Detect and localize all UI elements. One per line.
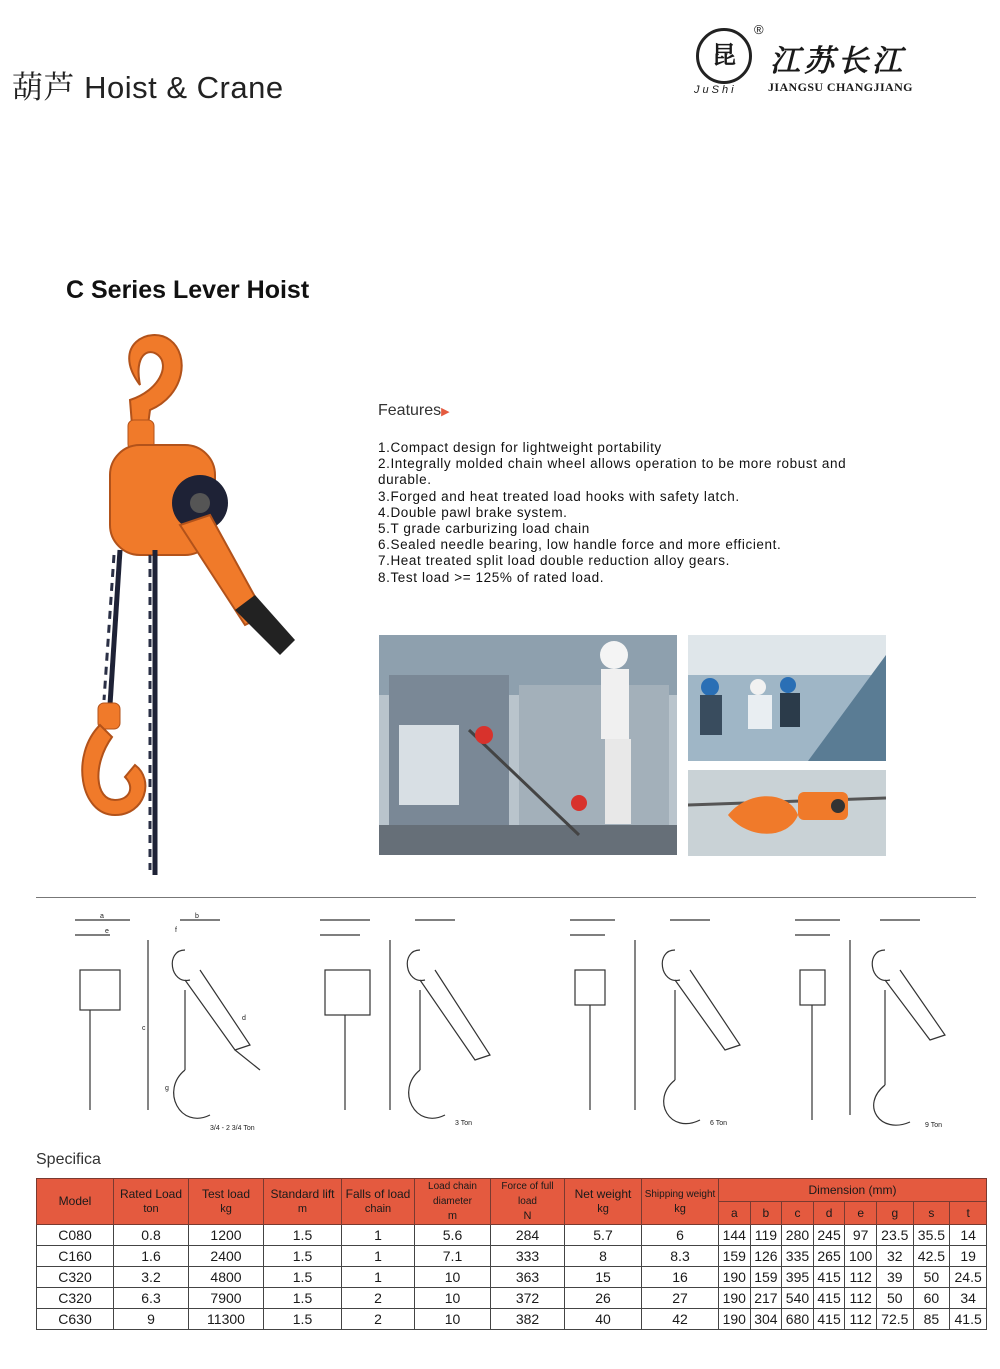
table-cell: 8 bbox=[565, 1246, 642, 1267]
table-cell: 6.3 bbox=[114, 1288, 189, 1309]
table-cell: 9 bbox=[114, 1309, 189, 1330]
table-cell: 190 bbox=[719, 1309, 751, 1330]
table-cell: 15 bbox=[565, 1267, 642, 1288]
table-row bbox=[37, 1288, 987, 1309]
table-cell: 50 bbox=[876, 1288, 913, 1309]
table-cell: 19 bbox=[950, 1246, 987, 1267]
table-cell: 395 bbox=[782, 1267, 814, 1288]
table-cell: 39 bbox=[876, 1267, 913, 1288]
dimension-label: b bbox=[195, 913, 199, 920]
table-cell: 5.6 bbox=[415, 1225, 491, 1246]
table-cell: 265 bbox=[813, 1246, 845, 1267]
table-cell: 335 bbox=[782, 1246, 814, 1267]
diagram-caption: 3/4 - 2 3/4 Ton bbox=[210, 1125, 255, 1132]
header-dim-b: b bbox=[750, 1202, 782, 1225]
product-title: C Series Lever Hoist bbox=[66, 276, 310, 304]
table-cell: 159 bbox=[719, 1246, 751, 1267]
registered-mark: ® bbox=[754, 22, 764, 37]
table-cell: 27 bbox=[642, 1288, 719, 1309]
header-test-load: Test load kg bbox=[189, 1179, 264, 1225]
table-cell: 304 bbox=[750, 1309, 782, 1330]
dimension-label: c bbox=[142, 1025, 146, 1032]
header-standard-lift: Standard lift m bbox=[264, 1179, 342, 1225]
header-chain-diameter: Load chain diameter m bbox=[415, 1179, 491, 1225]
table-cell: 35.5 bbox=[913, 1225, 950, 1246]
table-cell: 540 bbox=[782, 1288, 814, 1309]
feature-item: 5.T grade carburizing load chain bbox=[378, 521, 590, 537]
dimension-label: e bbox=[105, 928, 109, 935]
header-dim-d: d bbox=[813, 1202, 845, 1225]
table-cell: 1.5 bbox=[264, 1246, 342, 1267]
table-cell: 1 bbox=[342, 1267, 415, 1288]
table-cell: 41.5 bbox=[950, 1309, 987, 1330]
table-cell: 119 bbox=[750, 1225, 782, 1246]
table-cell: 72.5 bbox=[876, 1309, 913, 1330]
table-cell: 159 bbox=[750, 1267, 782, 1288]
table-cell: 7.1 bbox=[415, 1246, 491, 1267]
application-photo-hoist-closeup bbox=[688, 770, 886, 856]
table-cell: 24.5 bbox=[950, 1267, 987, 1288]
section-divider bbox=[36, 897, 976, 898]
table-cell: 382 bbox=[491, 1309, 565, 1330]
table-cell: 23.5 bbox=[876, 1225, 913, 1246]
table-cell: 40 bbox=[565, 1309, 642, 1330]
table-cell: 112 bbox=[845, 1309, 877, 1330]
table-cell: 8.3 bbox=[642, 1246, 719, 1267]
header-dimension: Dimension (mm) bbox=[719, 1179, 987, 1202]
table-header-row bbox=[37, 1179, 987, 1202]
feature-item: 6.Sealed needle bearing, low handle force and more efficient. bbox=[378, 537, 782, 553]
table-row bbox=[37, 1246, 987, 1267]
diagram-caption: 3 Ton bbox=[455, 1120, 472, 1127]
table-cell: C320 bbox=[37, 1267, 114, 1288]
table-cell: 42 bbox=[642, 1309, 719, 1330]
table-cell: 2400 bbox=[189, 1246, 264, 1267]
table-cell: 372 bbox=[491, 1288, 565, 1309]
dimension-label: d bbox=[242, 1015, 246, 1022]
table-cell: 10 bbox=[415, 1309, 491, 1330]
table-cell: 6 bbox=[642, 1225, 719, 1246]
feature-item: 1.Compact design for lightweight portability bbox=[378, 440, 662, 455]
table-cell: 32 bbox=[876, 1246, 913, 1267]
table-cell: 245 bbox=[813, 1225, 845, 1246]
table-cell: 1 bbox=[342, 1246, 415, 1267]
header-dim-e: e bbox=[845, 1202, 877, 1225]
table-cell: 112 bbox=[845, 1267, 877, 1288]
brand-logo bbox=[690, 22, 950, 102]
feature-item: 7.Heat treated split load double reduction alloy gears. bbox=[378, 553, 730, 569]
feature-item: 3.Forged and heat treated load hooks with safety latch. bbox=[378, 488, 740, 504]
table-cell: C160 bbox=[37, 1246, 114, 1267]
table-cell: 85 bbox=[913, 1309, 950, 1330]
table-cell: 190 bbox=[719, 1288, 751, 1309]
table-cell: 100 bbox=[845, 1246, 877, 1267]
header-net-weight: Net weight kg bbox=[565, 1179, 642, 1225]
table-cell: 363 bbox=[491, 1267, 565, 1288]
features-title-text: Features bbox=[378, 402, 442, 419]
table-cell: 415 bbox=[813, 1288, 845, 1309]
table-cell: 2 bbox=[342, 1288, 415, 1309]
table-cell: 50 bbox=[913, 1267, 950, 1288]
table-cell: 1.5 bbox=[264, 1225, 342, 1246]
table-cell: 34 bbox=[950, 1288, 987, 1309]
header-dim-g: g bbox=[876, 1202, 913, 1225]
table-cell: 415 bbox=[813, 1267, 845, 1288]
feature-item: 8.Test load >= 125% of rated load. bbox=[378, 569, 605, 585]
table-cell: 26 bbox=[565, 1288, 642, 1309]
table-cell: 333 bbox=[491, 1246, 565, 1267]
table-cell: 112 bbox=[845, 1288, 877, 1309]
table-cell: 415 bbox=[813, 1309, 845, 1330]
table-cell: 60 bbox=[913, 1288, 950, 1309]
dimension-label: g bbox=[165, 1085, 169, 1092]
diagram-caption: 6 Ton bbox=[710, 1120, 727, 1127]
features-title bbox=[378, 402, 450, 420]
specifications-table-body bbox=[37, 1225, 987, 1330]
table-row bbox=[37, 1225, 987, 1246]
table-cell: 10 bbox=[415, 1267, 491, 1288]
table-cell: 3.2 bbox=[114, 1267, 189, 1288]
table-cell: 284 bbox=[491, 1225, 565, 1246]
application-photo-factory bbox=[379, 635, 677, 855]
section-title: 葫芦 Hoist & Crane bbox=[12, 70, 284, 105]
table-cell: 190 bbox=[719, 1267, 751, 1288]
lever-hoist-image bbox=[70, 325, 300, 885]
feature-item: 2.Integrally molded chain wheel allows operation to be more robust and durable. bbox=[378, 456, 847, 488]
table-cell: 1.6 bbox=[114, 1246, 189, 1267]
dimension-label: f bbox=[175, 927, 177, 934]
table-cell: 1.5 bbox=[264, 1309, 342, 1330]
header-force: Force of full load N bbox=[491, 1179, 565, 1225]
dimension-label: a bbox=[100, 913, 104, 920]
header-model: Model bbox=[37, 1179, 114, 1225]
table-cell: 1 bbox=[342, 1225, 415, 1246]
table-cell: 7900 bbox=[189, 1288, 264, 1309]
table-cell: 97 bbox=[845, 1225, 877, 1246]
table-cell: 42.5 bbox=[913, 1246, 950, 1267]
header-dim-t: t bbox=[950, 1202, 987, 1225]
header-dim-a: a bbox=[719, 1202, 751, 1225]
header-dim-s: s bbox=[913, 1202, 950, 1225]
table-cell: 144 bbox=[719, 1225, 751, 1246]
table-cell: C320 bbox=[37, 1288, 114, 1309]
dimension-diagrams bbox=[60, 910, 980, 1140]
table-cell: 217 bbox=[750, 1288, 782, 1309]
table-cell: 1.5 bbox=[264, 1267, 342, 1288]
header-shipping-weight: Shipping weight kg bbox=[642, 1179, 719, 1225]
header-rated-load: Rated Load ton bbox=[114, 1179, 189, 1225]
brand-name-en: JIANGSU CHANGJIANG bbox=[768, 80, 913, 94]
header-falls-of-load: Falls of load chain bbox=[342, 1179, 415, 1225]
features-list bbox=[378, 440, 888, 586]
table-cell: 16 bbox=[642, 1267, 719, 1288]
table-cell: 2 bbox=[342, 1309, 415, 1330]
table-row bbox=[37, 1309, 987, 1330]
diagram-caption: 9 Ton bbox=[925, 1122, 942, 1129]
brand-seal: 昆 bbox=[696, 28, 752, 84]
feature-item: 4.Double pawl brake system. bbox=[378, 504, 568, 520]
table-cell: C630 bbox=[37, 1309, 114, 1330]
specifications-table bbox=[36, 1178, 987, 1330]
header-dim-c: c bbox=[782, 1202, 814, 1225]
table-cell: 5.7 bbox=[565, 1225, 642, 1246]
specifications-title: Specifica bbox=[36, 1151, 101, 1168]
table-cell: 1200 bbox=[189, 1225, 264, 1246]
table-row bbox=[37, 1267, 987, 1288]
table-cell: 11300 bbox=[189, 1309, 264, 1330]
table-cell: 280 bbox=[782, 1225, 814, 1246]
brand-mark: JuShi bbox=[694, 84, 737, 96]
table-cell: 126 bbox=[750, 1246, 782, 1267]
table-cell: C080 bbox=[37, 1225, 114, 1246]
brand-name-cn: 江苏长江 bbox=[770, 44, 906, 79]
table-cell: 14 bbox=[950, 1225, 987, 1246]
table-cell: 10 bbox=[415, 1288, 491, 1309]
table-cell: 680 bbox=[782, 1309, 814, 1330]
application-photo-workers bbox=[688, 635, 886, 761]
table-cell: 1.5 bbox=[264, 1288, 342, 1309]
play-arrow-icon: ▶ bbox=[441, 406, 450, 418]
table-cell: 0.8 bbox=[114, 1225, 189, 1246]
table-cell: 4800 bbox=[189, 1267, 264, 1288]
